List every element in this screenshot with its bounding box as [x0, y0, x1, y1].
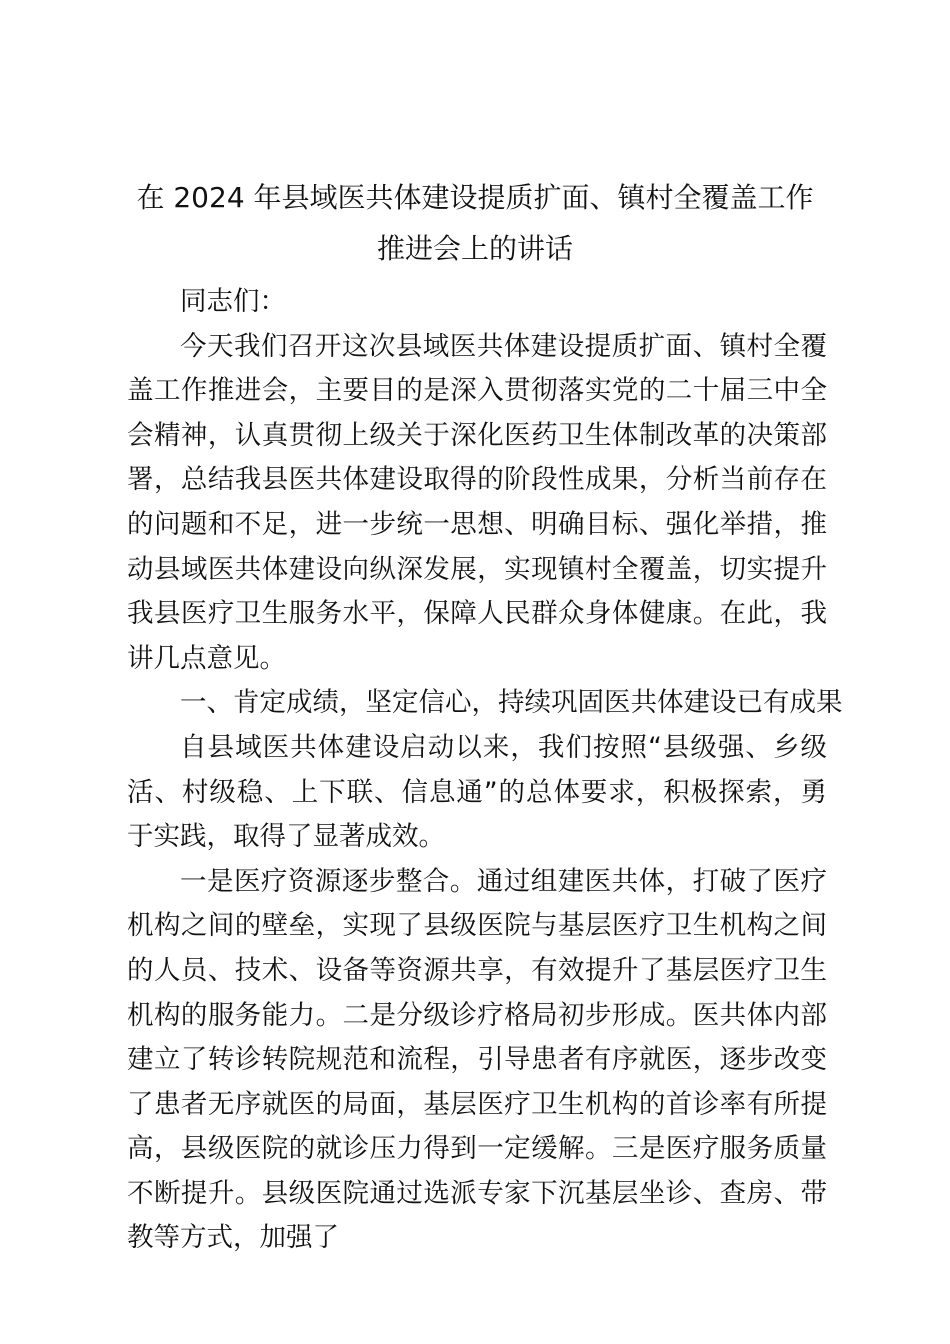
paragraph-details: 一是医疗资源逐步整合。通过组建医共体，打破了医疗机构之间的壁垒，实现了县级医院与基层医疗卫生机构之间的人员、技术、设备等资源共享，有效提升了基层医疗卫生机构的服务能力。二是分级诊疗格局初步形成。医共体内部建立了转诊转院规范和流程，引导患者有序就医，逐步改变了患者无序就医的局面，基层医疗卫生机构的首诊率有所提高，县级医院的就诊压力得到一定缓解。三是医疗服务质量不断提升。县级医院通过选派专家下沉基层坐诊、查房、带教等方式，加强了: [127, 865, 827, 1254]
paragraph-achievements: 自县域医共体建设启动以来，我们按照“县级强、乡级活、村级稳、上下联、信息通”的总体要求，积极探索，勇于实践，取得了显著成效。: [127, 731, 827, 853]
document-title-line-1: 在 2024 年县域医共体建设提质扩面、镇村全覆盖工作: [136, 181, 814, 214]
paragraph-intro: 今天我们召开这次县域医共体建设提质扩面、镇村全覆盖工作推进会，主要目的是深入贯彻落实党的二十届三中全会精神，认真贯彻上级关于深化医药卫生体制改革的决策部署，总结我县医共体建设取得的阶段性成果，分析当前存在的问题和不足，进一步统一思想、明确目标、强化举措，推动县域医共体建设向纵深发展，实现镇村全覆盖，切实提升我县医疗卫生服务水平，保障人民群众身体健康。在此，我讲几点意见。: [127, 330, 827, 674]
salutation: 同志们：: [180, 286, 286, 317]
document-body: [127, 280, 843, 1261]
document-title-line-2: 推进会上的讲话: [376, 232, 573, 265]
section-heading-1: 一、肯定成绩，坚定信心，持续巩固医共体建设已有成果: [180, 687, 843, 719]
